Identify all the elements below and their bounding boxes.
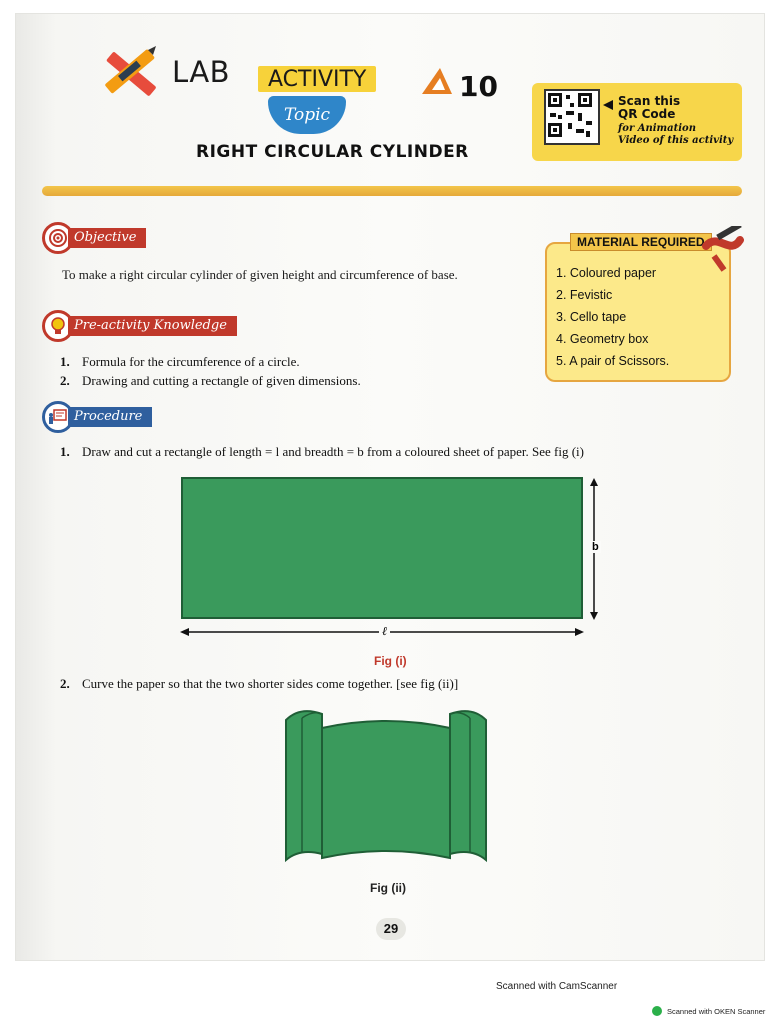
qr-line-4: Video of this activity	[618, 135, 734, 146]
qr-line-2: QR Code	[618, 107, 676, 121]
material-item: 2. Fevistic	[556, 288, 613, 302]
procedure-step-2: 2. Curve the paper so that the two shorter sides come together. [see fig (ii)]	[60, 676, 459, 691]
list-item: 2. Drawing and cutting a rectangle of given dimensions.	[60, 373, 361, 388]
materials-list	[556, 262, 669, 372]
lab-logo-icon	[98, 44, 160, 100]
title-divider	[42, 186, 742, 196]
green-rectangle	[182, 478, 582, 618]
breadth-label: b	[592, 541, 599, 553]
qr-line-1: Scan this	[618, 94, 681, 108]
arrow-left-icon	[603, 100, 613, 110]
page-number: 29	[376, 918, 406, 940]
materials-title: MATERIAL REQUIRED	[570, 233, 712, 251]
list-item: 1. Formula for the circumference of a circle.	[60, 354, 300, 369]
qr-code[interactable]	[544, 89, 600, 145]
figure-1-caption: Fig (i)	[374, 654, 407, 668]
pre-activity-list	[60, 352, 361, 390]
pre-activity-label: Pre-activity Knowledge	[68, 316, 237, 336]
activity-label: ACTIVITY	[258, 66, 376, 92]
material-item: 4. Geometry box	[556, 332, 649, 346]
material-item: 3. Cello tape	[556, 310, 627, 324]
set-square-icon	[418, 66, 454, 96]
oken-footer: Scanned with OKEN Scanner	[667, 1007, 766, 1016]
qr-line-3: for Animation	[618, 123, 696, 134]
topic-badge: Topic	[268, 96, 346, 134]
camscanner-footer: Scanned with CamScanner	[496, 981, 618, 992]
procedure-label: Procedure	[68, 407, 152, 427]
objective-label: Objective	[68, 228, 146, 248]
qr-heading	[618, 95, 680, 121]
figure-2	[276, 700, 506, 872]
material-item: 1. Coloured paper	[556, 266, 657, 280]
objective-header	[42, 226, 146, 250]
curved-sheet	[322, 721, 450, 858]
objective-text: To make a right circular cylinder of given height and circumference of base.	[62, 267, 458, 282]
ribbon-pencil-icon	[700, 226, 744, 274]
procedure-header	[42, 405, 152, 429]
procedure-step-1: 1. Draw and cut a rectangle of length = l and breadth = b from a coloured sheet of paper. See fig (i)	[60, 444, 584, 459]
qr-caption	[618, 123, 733, 147]
material-item: 5. A pair of Scissors.	[556, 354, 670, 368]
qr-code-icon	[546, 91, 594, 139]
page-title: RIGHT CIRCULAR CYLINDER	[196, 142, 469, 162]
lab-title: LAB	[172, 55, 231, 89]
figure-1	[176, 474, 616, 644]
oken-logo-icon	[652, 1006, 662, 1016]
figure-2-caption: Fig (ii)	[370, 881, 406, 895]
pre-activity-header	[42, 314, 237, 338]
length-label: ℓ	[379, 624, 390, 639]
activity-number: 10	[459, 70, 498, 103]
